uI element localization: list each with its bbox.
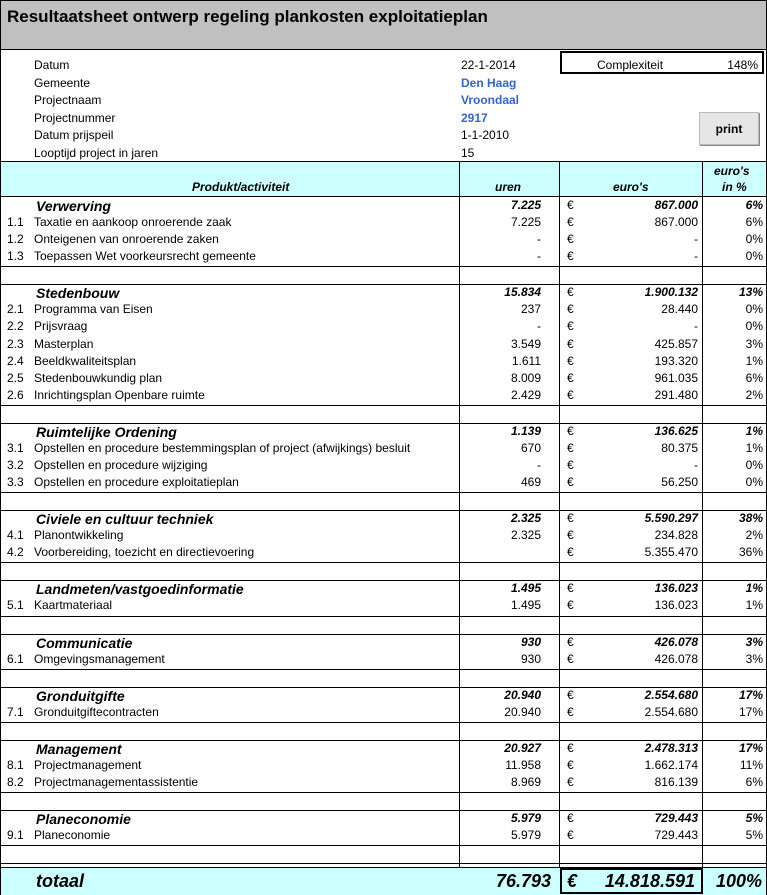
group-row	[1, 424, 766, 441]
group-bedrag: 2.478.313	[644, 740, 698, 755]
item-number: 3.1	[7, 440, 24, 455]
item-label: Opstellen en procedure wijziging	[34, 458, 208, 472]
item-label: Beeldkwaliteitsplan	[34, 353, 137, 368]
item-pct: 6%	[745, 215, 763, 229]
item-label: Programma van Eisen	[34, 302, 153, 317]
item-uren: 930	[520, 651, 541, 666]
item-bedrag: 816.139	[654, 774, 698, 789]
info-value: Vroondaal	[461, 93, 520, 108]
table-row	[1, 458, 766, 475]
currency-symbol: €	[567, 475, 574, 490]
currency-symbol: €	[567, 757, 574, 772]
group-name: Gronduitgifte	[36, 687, 125, 704]
row-divider	[1, 845, 766, 846]
item-bedrag: 28.440	[661, 302, 698, 317]
item-pct: 1%	[745, 598, 763, 613]
item-pct: 36%	[738, 545, 763, 560]
group-pct: 1%	[745, 581, 763, 596]
item-number: 8.1	[7, 757, 24, 772]
currency-symbol: €	[567, 740, 574, 755]
currency-symbol: €	[567, 423, 574, 438]
row-divider	[1, 722, 766, 723]
currency-symbol: €	[567, 581, 574, 596]
item-label: Planeconomie	[34, 827, 111, 842]
group-name: Civiele en cultuur techniek	[36, 511, 214, 528]
currency-symbol: €	[567, 774, 574, 789]
currency-symbol: €	[567, 458, 574, 472]
row-divider	[1, 669, 766, 670]
item-number: 1.1	[7, 215, 24, 229]
item-uren: 7.225	[510, 215, 541, 229]
item-label: Inrichtingsplan Openbare ruimte	[34, 387, 205, 402]
item-pct: 6%	[745, 370, 763, 385]
item-pct: 3%	[745, 336, 763, 351]
total-currency: €	[567, 871, 578, 891]
currency-symbol: €	[567, 598, 574, 613]
currency-symbol: €	[567, 232, 574, 247]
table-row	[1, 758, 766, 775]
group-uren: 5.979	[510, 810, 541, 825]
item-number: 2.3	[7, 336, 24, 351]
item-pct: 17%	[738, 704, 763, 719]
item-number: 6.1	[7, 651, 24, 666]
item-bedrag: 2.554.680	[644, 704, 698, 719]
info-value: Den Haag	[461, 75, 517, 90]
table-row	[1, 319, 766, 336]
table-row	[1, 302, 766, 319]
item-number: 2.1	[7, 302, 24, 317]
item-number: 2.2	[7, 319, 24, 334]
item-bedrag: 80.375	[661, 440, 698, 455]
row-divider	[1, 405, 766, 406]
group-pct: 3%	[745, 634, 763, 649]
header-product: Produkt/activiteit	[192, 180, 290, 194]
item-label: Projectmanagement	[34, 757, 142, 772]
table-row	[1, 545, 766, 562]
info-value: 1-1-2010	[461, 128, 510, 143]
group-bedrag: 867.000	[654, 198, 698, 212]
title-bar	[1, 1, 766, 50]
column-divider	[559, 161, 560, 867]
item-pct: 2%	[745, 528, 763, 543]
row-divider	[1, 616, 766, 617]
item-number: 9.1	[7, 827, 24, 842]
table-row	[1, 371, 766, 388]
item-uren: 20.940	[504, 704, 541, 719]
currency-symbol: €	[567, 336, 574, 351]
item-bedrag: 961.035	[654, 370, 698, 385]
group-name: Landmeten/vastgoedinformatie	[36, 581, 244, 598]
item-label: Omgevingsmanagement	[34, 651, 165, 666]
total-uren: 76.793	[495, 871, 551, 891]
currency-symbol: €	[567, 810, 574, 825]
complexiteit-label: Complexiteit	[597, 58, 664, 72]
item-bedrag: 193.320	[654, 353, 698, 368]
item-uren: 3.549	[510, 336, 541, 351]
item-pct: 3%	[745, 651, 763, 666]
table-row	[1, 388, 766, 405]
item-pct: 0%	[745, 319, 763, 334]
item-uren: -	[537, 319, 541, 334]
item-number: 2.5	[7, 370, 24, 385]
item-bedrag: 867.000	[654, 215, 698, 229]
currency-symbol: €	[567, 440, 574, 455]
item-uren: 2.325	[510, 528, 541, 543]
currency-symbol: €	[567, 387, 574, 402]
group-row	[1, 635, 766, 652]
item-pct: 0%	[745, 302, 763, 317]
item-bedrag: 1.662.174	[644, 757, 698, 772]
item-label: Gronduitgiftecontracten	[34, 704, 159, 719]
table-row	[1, 249, 766, 266]
item-uren: -	[537, 458, 541, 472]
column-divider	[702, 161, 703, 867]
group-bedrag: 1.900.132	[644, 285, 698, 300]
item-label: Taxatie en aankoop onroerende zaak	[34, 215, 232, 229]
group-row	[1, 581, 766, 598]
item-uren: 237	[520, 302, 541, 317]
group-row	[1, 511, 766, 528]
item-label: Opstellen en procedure bestemmingsplan of project (afwijkings) besluit	[34, 440, 411, 455]
row-divider	[1, 792, 766, 793]
group-row	[1, 198, 766, 215]
currency-symbol: €	[567, 687, 574, 702]
table-row	[1, 528, 766, 545]
info-value: 2917	[461, 110, 488, 125]
currency-symbol: €	[567, 528, 574, 543]
group-row	[1, 285, 766, 302]
item-pct: 5%	[745, 827, 763, 842]
item-label: Opstellen en procedure exploitatieplan	[34, 475, 239, 490]
item-uren: 2.429	[510, 387, 541, 402]
table-row	[1, 232, 766, 249]
table-row	[1, 215, 766, 232]
header-euros: euro's	[613, 180, 649, 194]
item-number: 4.1	[7, 528, 24, 543]
item-uren: 5.979	[510, 827, 541, 842]
table-row	[1, 337, 766, 354]
item-number: 1.2	[7, 232, 24, 247]
table-row	[1, 475, 766, 492]
item-uren: 1.495	[510, 598, 541, 613]
group-uren: 1.495	[510, 581, 541, 596]
currency-symbol: €	[567, 215, 574, 229]
item-bedrag: 425.857	[654, 336, 698, 351]
header-uren: uren	[495, 180, 522, 194]
item-uren: 1.611	[511, 353, 541, 368]
group-bedrag: 5.590.297	[644, 511, 698, 526]
item-bedrag: 729.443	[654, 827, 698, 842]
currency-symbol: €	[567, 827, 574, 842]
group-name: Communicatie	[36, 634, 133, 651]
group-name: Ruimtelijke Ordening	[36, 423, 177, 440]
item-label: Masterplan	[34, 336, 94, 351]
group-pct: 17%	[738, 687, 763, 702]
group-row	[1, 811, 766, 828]
item-bedrag: -	[694, 232, 698, 247]
item-pct: 1%	[745, 353, 763, 368]
table-row	[1, 441, 766, 458]
item-pct: 6%	[745, 774, 763, 789]
group-uren: 930	[520, 634, 541, 649]
group-uren: 1.139	[510, 423, 541, 438]
item-number: 7.1	[7, 704, 24, 719]
item-label: Projectmanagementassistentie	[34, 774, 199, 789]
item-uren: 8.009	[510, 370, 541, 385]
item-pct: 2%	[745, 387, 763, 402]
table-row	[1, 652, 766, 669]
print-button[interactable]: print	[699, 112, 759, 145]
item-pct: 0%	[745, 475, 763, 490]
currency-symbol: €	[567, 545, 574, 560]
row-divider	[1, 492, 766, 493]
total-row	[1, 867, 766, 895]
group-pct: 38%	[738, 511, 763, 526]
item-pct: 0%	[745, 249, 763, 264]
info-label: Projectnaam	[34, 93, 102, 108]
group-bedrag: 136.023	[654, 581, 698, 596]
item-label: Toepassen Wet voorkeursrecht gemeente	[34, 249, 256, 264]
table-row	[1, 775, 766, 792]
currency-symbol: €	[567, 370, 574, 385]
group-name: Stedenbouw	[36, 285, 120, 302]
group-row	[1, 741, 766, 758]
item-number: 2.4	[7, 353, 24, 368]
table-header	[1, 161, 766, 197]
group-pct: 5%	[745, 810, 763, 825]
sheet-title: Resultaatsheet ontwerp regeling plankosten exploitatieplan	[7, 7, 488, 26]
item-label: Kaartmateriaal	[34, 598, 113, 613]
group-row	[1, 688, 766, 705]
item-uren: 469	[520, 475, 541, 490]
currency-symbol: €	[567, 634, 574, 649]
group-name: Management	[36, 740, 122, 757]
currency-symbol: €	[567, 511, 574, 526]
group-pct: 17%	[738, 740, 763, 755]
item-number: 3.3	[7, 475, 24, 490]
item-uren: -	[537, 249, 541, 264]
header-pct-line2: in %	[722, 180, 747, 194]
item-bedrag: 234.828	[654, 528, 698, 543]
item-number: 8.2	[7, 774, 24, 789]
group-uren: 7.225	[510, 198, 541, 212]
info-value: 22-1-2014	[461, 58, 516, 72]
info-label: Projectnummer	[34, 110, 116, 125]
row-divider	[1, 266, 766, 267]
currency-symbol: €	[567, 319, 574, 334]
item-bedrag: 426.078	[654, 651, 698, 666]
currency-symbol: €	[567, 353, 574, 368]
item-pct: 0%	[745, 232, 763, 247]
item-bedrag: 291.480	[654, 387, 698, 402]
item-bedrag: 56.250	[661, 475, 698, 490]
item-bedrag: 5.355.470	[644, 545, 698, 560]
header-pct-line1: euro's	[714, 164, 750, 178]
currency-symbol: €	[567, 302, 574, 317]
item-number: 2.6	[7, 387, 24, 402]
item-number: 4.2	[7, 545, 24, 560]
column-divider	[459, 161, 460, 867]
info-label: Datum	[34, 58, 70, 72]
group-uren: 20.927	[504, 740, 541, 755]
total-bedrag: 14.818.591	[604, 871, 695, 891]
complexiteit-value: 148%	[727, 58, 758, 72]
item-uren: -	[537, 232, 541, 247]
group-pct: 6%	[745, 198, 763, 212]
table-row	[1, 705, 766, 722]
item-bedrag: -	[694, 319, 698, 334]
item-number: 5.1	[7, 598, 24, 613]
table-row	[1, 598, 766, 615]
currency-symbol: €	[567, 249, 574, 264]
total-label: totaal	[36, 871, 85, 891]
item-label: Planontwikkeling	[34, 528, 124, 543]
item-pct: 1%	[745, 440, 763, 455]
info-label: Datum prijspeil	[34, 128, 114, 143]
currency-symbol: €	[567, 704, 574, 719]
info-label: Looptijd project in jaren	[34, 146, 159, 160]
item-bedrag: -	[694, 249, 698, 264]
group-pct: 13%	[738, 285, 763, 300]
currency-symbol: €	[567, 651, 574, 666]
currency-symbol: €	[567, 198, 574, 212]
item-label: Onteigenen van onroerende zaken	[34, 232, 219, 247]
info-value: 15	[461, 146, 475, 160]
item-pct: 11%	[739, 757, 763, 772]
group-name: Verwerving	[36, 198, 111, 214]
item-uren: 670	[520, 440, 541, 455]
item-label: Prijsvraag	[34, 319, 88, 334]
row-divider	[1, 562, 766, 563]
group-bedrag: 2.554.680	[644, 687, 698, 702]
total-pct: 100%	[715, 871, 762, 891]
info-label: Gemeente	[34, 75, 91, 90]
group-uren: 2.325	[510, 511, 541, 526]
item-label: Voorbereiding, toezicht en directievoering	[34, 545, 255, 560]
group-pct: 1%	[745, 423, 763, 438]
group-bedrag: 729.443	[654, 810, 698, 825]
item-bedrag: -	[694, 458, 698, 472]
group-name: Planeconomie	[36, 810, 131, 827]
item-pct: 0%	[745, 458, 763, 472]
table-row	[1, 354, 766, 371]
currency-symbol: €	[567, 285, 574, 300]
complexiteit-box	[560, 51, 764, 74]
group-uren: 20.940	[504, 687, 541, 702]
table-row	[1, 828, 766, 845]
item-number: 3.2	[7, 458, 24, 472]
item-bedrag: 136.023	[654, 598, 698, 613]
item-number: 1.3	[7, 249, 24, 264]
group-bedrag: 426.078	[654, 634, 698, 649]
group-bedrag: 136.625	[654, 423, 698, 438]
row-divider	[1, 863, 766, 864]
item-uren: 11.958	[505, 757, 541, 772]
group-uren: 15.834	[504, 285, 541, 300]
item-label: Stedenbouwkundig plan	[34, 370, 163, 385]
item-uren: 8.969	[510, 774, 541, 789]
